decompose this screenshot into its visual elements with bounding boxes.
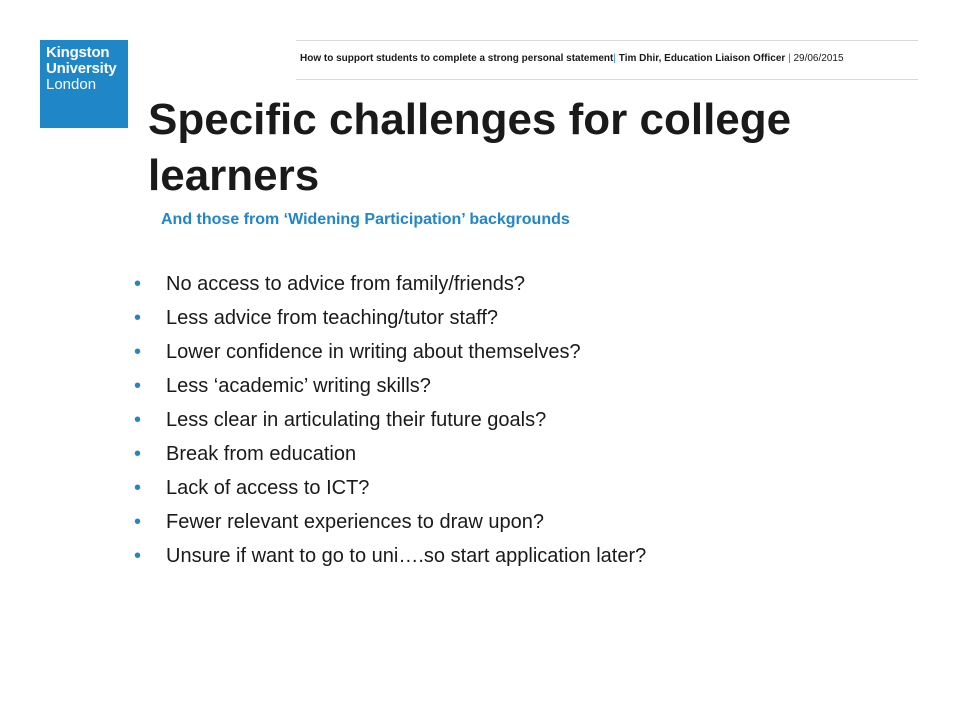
slide-title: Specific challenges for college learners <box>148 95 792 200</box>
list-item-text: Lack of access to ICT? <box>166 477 370 499</box>
header-separator-1: | <box>613 53 616 64</box>
bullet-icon: • <box>134 307 142 329</box>
header-presenter: Tim Dhir, Education Liaison Officer <box>618 53 786 64</box>
slide-subtitle: And those from ‘Widening Participation’ backgrounds <box>161 211 570 228</box>
kingston-university-logo <box>40 40 128 128</box>
logo-line-1: Kingston <box>46 44 110 61</box>
list-item-text: Break from education <box>166 443 357 465</box>
logo-line-3: London <box>46 76 97 93</box>
list-item-text: Unsure if want to go to uni….so start application later? <box>166 545 647 567</box>
list-item-text: Fewer relevant experiences to draw upon? <box>166 511 544 533</box>
bullet-icon: • <box>134 511 142 533</box>
logo-line-2: University <box>46 60 117 77</box>
header-date: 29/06/2015 <box>793 53 844 64</box>
bullet-icon: • <box>134 545 142 567</box>
header-topic: How to support students to complete a strong personal statement <box>300 53 614 64</box>
header-top-rule <box>296 40 918 41</box>
header-separator-2: | <box>788 53 791 64</box>
bullet-icon: • <box>134 443 142 465</box>
header-bottom-rule <box>296 79 918 80</box>
bullet-icon: • <box>134 273 142 295</box>
list-item-text: Lower confidence in writing about themselves? <box>166 341 581 363</box>
bullet-icon: • <box>134 341 142 363</box>
bullet-icon: • <box>134 409 142 431</box>
slide-header <box>300 53 844 64</box>
list-item-text: No access to advice from family/friends? <box>166 273 526 295</box>
list-item-text: Less ‘academic’ writing skills? <box>166 375 431 397</box>
list-item-text: Less advice from teaching/tutor staff? <box>166 307 499 329</box>
list-item-text: Less clear in articulating their future goals? <box>166 409 547 431</box>
bullet-icon: • <box>134 375 142 397</box>
bullet-icon: • <box>134 477 142 499</box>
